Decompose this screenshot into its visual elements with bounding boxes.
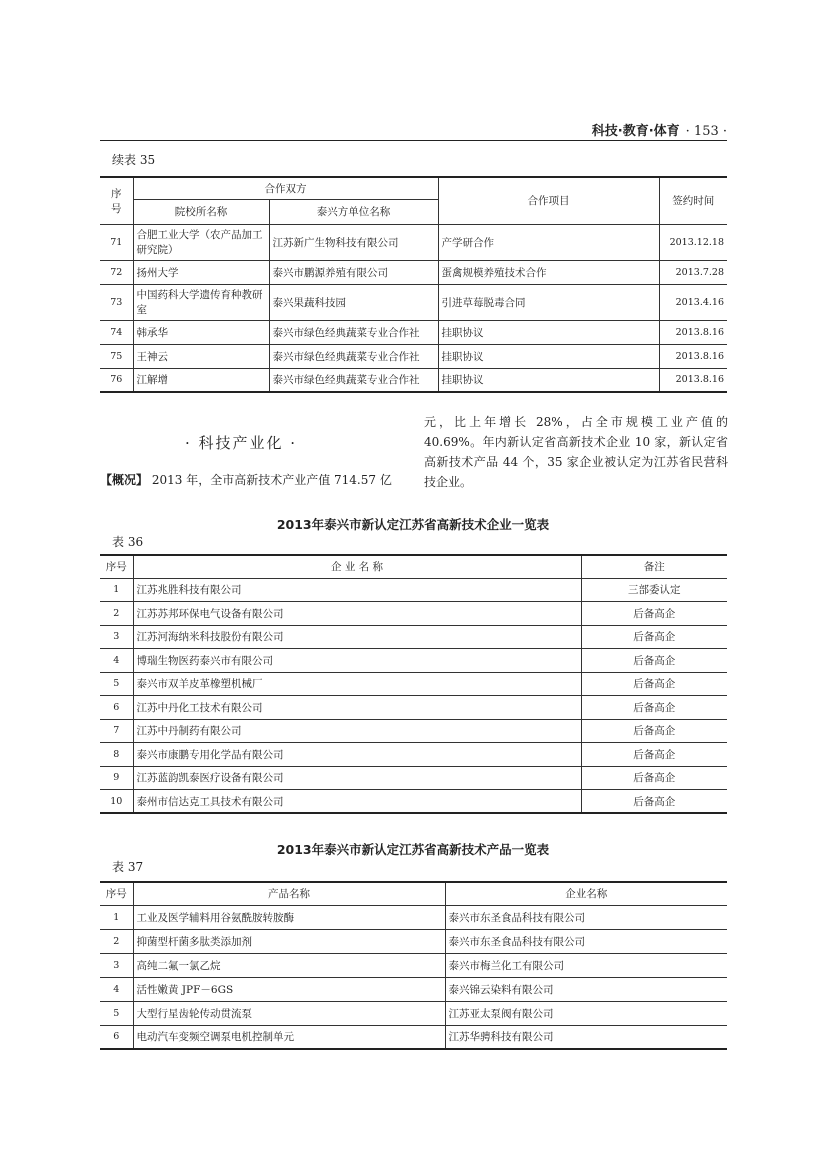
table-cell: 71 bbox=[100, 224, 133, 260]
table-cell: 9 bbox=[100, 766, 133, 790]
table-cell: 6 bbox=[100, 1025, 133, 1049]
table-cell: 抑菌型杆菌多肽类添加剂 bbox=[133, 929, 445, 953]
table-cell: 泰兴果蔬科技园 bbox=[269, 284, 438, 320]
section-title: · 科技产业化 · bbox=[185, 434, 298, 452]
table-cell: 江苏兆胜科技有限公司 bbox=[133, 578, 581, 602]
table-cell: 泰州市信达克工具技术有限公司 bbox=[133, 790, 581, 814]
table-cell: 后备高企 bbox=[581, 649, 727, 673]
table-cell: 活性嫩黄 JPF－6GS bbox=[133, 977, 445, 1001]
table-cell: 后备高企 bbox=[581, 719, 727, 743]
table-cell: 74 bbox=[100, 320, 133, 344]
table-cell: 后备高企 bbox=[581, 696, 727, 720]
table-cell: 王神云 bbox=[133, 344, 269, 368]
table-cell: 泰兴市康鹏专用化学品有限公司 bbox=[133, 743, 581, 767]
header-seq: 序 号 bbox=[100, 177, 133, 224]
table-cell: 2013.8.16 bbox=[659, 368, 727, 392]
table-row bbox=[100, 602, 727, 626]
table-cell: 挂职协议 bbox=[438, 320, 659, 344]
table37-label: 表 37 bbox=[112, 860, 144, 874]
table-cell: 2013.8.16 bbox=[659, 320, 727, 344]
overview-text: 2013 年，全市高新技术产业产值 714.57 亿 bbox=[151, 473, 392, 487]
table-cell: 后备高企 bbox=[581, 743, 727, 767]
table36-label: 表 36 bbox=[112, 535, 144, 549]
table-cell: 7 bbox=[100, 719, 133, 743]
table-row bbox=[100, 790, 727, 814]
table-cell: 电动汽车变频空调泵电机控制单元 bbox=[133, 1025, 445, 1049]
table-row bbox=[100, 260, 727, 284]
table-cell: 江苏河海纳米科技股份有限公司 bbox=[133, 625, 581, 649]
table37-title: 2013年泰兴市新认定江苏省高新技术产品一览表 bbox=[276, 842, 550, 857]
table-cell: 泰兴市鹏源养殖有限公司 bbox=[269, 260, 438, 284]
table-cell: 2 bbox=[100, 602, 133, 626]
table-cell: 2013.4.16 bbox=[659, 284, 727, 320]
header-partners: 合作双方 bbox=[133, 177, 438, 199]
table-cell: 江苏新广生物科技有限公司 bbox=[269, 224, 438, 260]
table-row bbox=[100, 953, 727, 977]
table-header-row bbox=[100, 177, 727, 199]
table-cell: 泰兴市绿色经典蔬菜专业合作社 bbox=[269, 368, 438, 392]
table-cell: 3 bbox=[100, 953, 133, 977]
table-cell: 后备高企 bbox=[581, 625, 727, 649]
table-row bbox=[100, 284, 727, 320]
table-cell: 泰兴市绿色经典蔬菜专业合作社 bbox=[269, 344, 438, 368]
table-row bbox=[100, 977, 727, 1001]
table-cell: 高纯二氟一氯乙烷 bbox=[133, 953, 445, 977]
table-cell: 6 bbox=[100, 696, 133, 720]
table-cell: 5 bbox=[100, 1001, 133, 1025]
table-row bbox=[100, 696, 727, 720]
table-cell: 72 bbox=[100, 260, 133, 284]
header-company: 泰兴方单位名称 bbox=[269, 199, 438, 224]
header-date: 签约时间 bbox=[659, 177, 727, 224]
table-cell: 企业名称 bbox=[445, 882, 727, 905]
table-row bbox=[100, 578, 727, 602]
table-cell: 江苏中丹制药有限公司 bbox=[133, 719, 581, 743]
table35-caption: 续表 35 bbox=[112, 153, 156, 167]
table-cell: 挂职协议 bbox=[438, 344, 659, 368]
table-cell: 后备高企 bbox=[581, 602, 727, 626]
table-cell: 江解增 bbox=[133, 368, 269, 392]
table-cell: 产学研合作 bbox=[438, 224, 659, 260]
table-cell: 泰兴市梅兰化工有限公司 bbox=[445, 953, 727, 977]
table-cell: 江苏亚太泵阀有限公司 bbox=[445, 1001, 727, 1025]
table-cell: 工业及医学辅料用谷氨酰胺转胺酶 bbox=[133, 905, 445, 929]
overview-paragraph-cont: 元，比上年增长 28%，占全市规模工业产值的 40.69%。年内新认定省高新技术企业 10 家，新认定省高新技术产品 44 个，35 家企业被认定为江苏省民营科技企业。 bbox=[424, 415, 728, 489]
table-cell: 4 bbox=[100, 649, 133, 673]
table-header-row bbox=[100, 882, 727, 905]
table-cell: 扬州大学 bbox=[133, 260, 269, 284]
table-cell: 江苏蓝韵凯泰医疗设备有限公司 bbox=[133, 766, 581, 790]
table-row bbox=[100, 766, 727, 790]
table-row bbox=[100, 672, 727, 696]
table-row bbox=[100, 649, 727, 673]
table-row bbox=[100, 1025, 727, 1049]
table-cell: 73 bbox=[100, 284, 133, 320]
table-cell: 江苏苏邦环保电气设备有限公司 bbox=[133, 602, 581, 626]
table-cell: 后备高企 bbox=[581, 672, 727, 696]
table-cell: 后备高企 bbox=[581, 766, 727, 790]
table-cell: 泰兴市东圣食品科技有限公司 bbox=[445, 905, 727, 929]
table-row bbox=[100, 929, 727, 953]
table-cell: 备注 bbox=[581, 555, 727, 578]
table-cell: 10 bbox=[100, 790, 133, 814]
table-row bbox=[100, 344, 727, 368]
table-row bbox=[100, 320, 727, 344]
table-cell: 挂职协议 bbox=[438, 368, 659, 392]
overview-paragraph-start bbox=[100, 470, 408, 490]
table-cell: 韩承华 bbox=[133, 320, 269, 344]
table-cell: 8 bbox=[100, 743, 133, 767]
running-header bbox=[592, 120, 727, 139]
header-project: 合作项目 bbox=[438, 177, 659, 224]
table-row bbox=[100, 625, 727, 649]
table-cell: 序号 bbox=[100, 555, 133, 578]
table-cell: 75 bbox=[100, 344, 133, 368]
table-cell: 蛋禽规模养殖技术合作 bbox=[438, 260, 659, 284]
table-cell: 合肥工业大学（农产品加工研究院） bbox=[133, 224, 269, 260]
table-cell: 中国药科大学遗传育种教研室 bbox=[133, 284, 269, 320]
table-cell: 序号 bbox=[100, 882, 133, 905]
header-institution: 院校所名称 bbox=[133, 199, 269, 224]
table-cell: 1 bbox=[100, 905, 133, 929]
table-cell: 三部委认定 bbox=[581, 578, 727, 602]
table-cell: 后备高企 bbox=[581, 790, 727, 814]
table-cell: 产品名称 bbox=[133, 882, 445, 905]
table-cell: 企 业 名 称 bbox=[133, 555, 581, 578]
table-row bbox=[100, 1001, 727, 1025]
table-cell: 泰兴市东圣食品科技有限公司 bbox=[445, 929, 727, 953]
table-cell: 4 bbox=[100, 977, 133, 1001]
table-cell: 2 bbox=[100, 929, 133, 953]
table-row bbox=[100, 905, 727, 929]
table-cell: 2013.8.16 bbox=[659, 344, 727, 368]
header-section: 科技·教育·体育 bbox=[591, 124, 680, 139]
table-cell: 泰兴市双羊皮革橡塑机械厂 bbox=[133, 672, 581, 696]
table-cell: 泰兴市绿色经典蔬菜专业合作社 bbox=[269, 320, 438, 344]
table-cell: 76 bbox=[100, 368, 133, 392]
table-cell: 江苏中丹化工技术有限公司 bbox=[133, 696, 581, 720]
table-row bbox=[100, 224, 727, 260]
table-cell: 泰兴锦云染料有限公司 bbox=[445, 977, 727, 1001]
table-cell: 1 bbox=[100, 578, 133, 602]
header-rule bbox=[100, 140, 727, 141]
table-cell: 2013.12.18 bbox=[659, 224, 727, 260]
table-cell: 引进草莓脱毒合同 bbox=[438, 284, 659, 320]
table-cell: 3 bbox=[100, 625, 133, 649]
table-37 bbox=[100, 881, 727, 1050]
table-cell: 江苏华骋科技有限公司 bbox=[445, 1025, 727, 1049]
page-number: · 153 · bbox=[685, 124, 727, 139]
table36-title: 2013年泰兴市新认定江苏省高新技术企业一览表 bbox=[276, 517, 550, 532]
table-cell: 大型行星齿轮传动贯流泵 bbox=[133, 1001, 445, 1025]
table-row bbox=[100, 719, 727, 743]
table-row bbox=[100, 368, 727, 392]
table-35 bbox=[100, 176, 727, 393]
table-cell: 博瑞生物医药泰兴市有限公司 bbox=[133, 649, 581, 673]
table-header-row bbox=[100, 555, 727, 578]
table-row bbox=[100, 743, 727, 767]
table-cell: 2013.7.28 bbox=[659, 260, 727, 284]
overview-label: 【概况】 bbox=[100, 473, 149, 487]
table-cell: 5 bbox=[100, 672, 133, 696]
table-36 bbox=[100, 554, 727, 814]
